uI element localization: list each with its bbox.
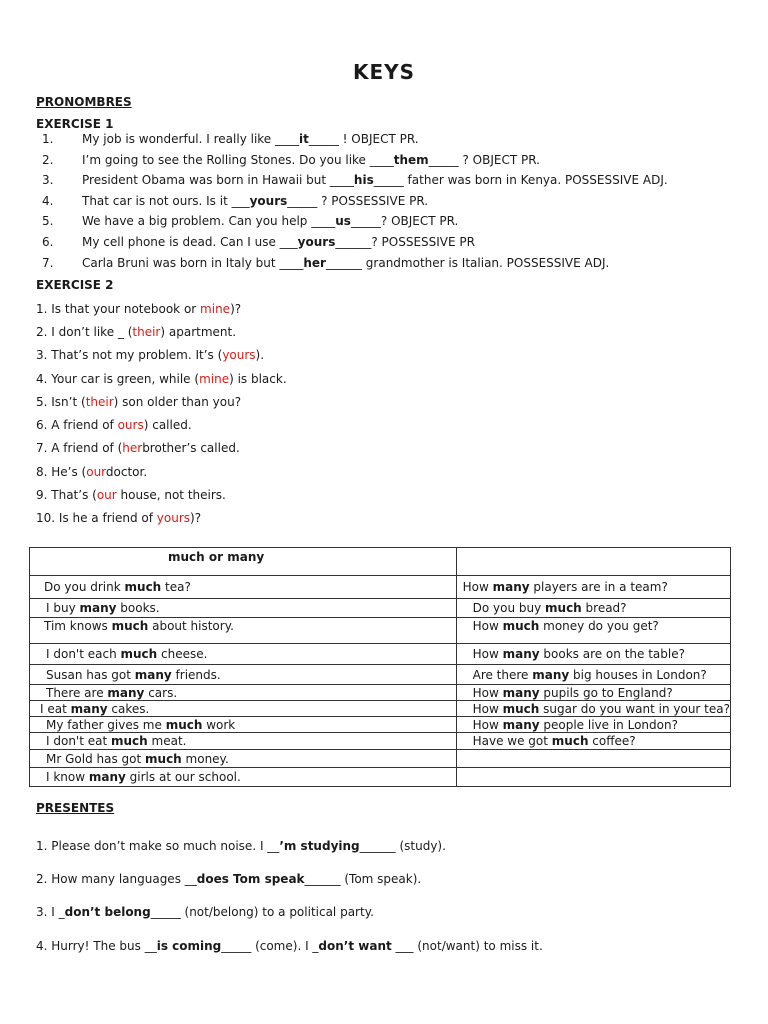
- item-text: That car is not ours. Is it ___: [82, 194, 250, 208]
- exercise1-item: [42, 235, 475, 249]
- item-answer: is coming: [156, 939, 222, 953]
- cell-text-end: bread?: [581, 601, 627, 615]
- item-text: 4. Your car is green, while (: [36, 372, 200, 386]
- item-text-end: _____ ! OBJECT PR.: [308, 132, 419, 146]
- cell-text-end: books are on the table?: [539, 647, 685, 661]
- presentes-item: [36, 839, 446, 853]
- cell-text-end: cheese.: [157, 647, 208, 661]
- table-cell-right: [456, 599, 730, 618]
- cell-answer: many: [492, 580, 530, 594]
- table-row: [30, 733, 731, 750]
- exercise2-item: [36, 348, 264, 362]
- table-row: [30, 665, 731, 685]
- cell-answer: much: [111, 734, 148, 748]
- item-number: 2.: [42, 153, 54, 167]
- table-header-left: much or many: [30, 548, 457, 576]
- exercise2-item: [36, 418, 192, 432]
- cell-text-end: pupils go to England?: [539, 685, 673, 700]
- exercise2-item: [36, 488, 226, 502]
- cell-answer: much: [551, 734, 589, 748]
- exercise2-item: [36, 325, 236, 339]
- item-text-end: )?: [230, 302, 242, 316]
- item-answer: his: [353, 173, 374, 187]
- item-text: My cell phone is dead. Can I use ___: [82, 235, 298, 249]
- table-row: [30, 644, 731, 665]
- table-header-row: [30, 548, 731, 576]
- exercise2-item: [36, 511, 201, 525]
- item-answer: ’m studying: [279, 839, 360, 853]
- item-answer: our: [86, 465, 106, 479]
- cell-text-end: money.: [181, 751, 229, 766]
- table-row: [30, 618, 731, 644]
- cell-answer: many: [70, 701, 108, 716]
- page-title: KEYS: [352, 60, 416, 84]
- cell-text-end: players are in a team?: [529, 580, 668, 594]
- table-row: [30, 750, 731, 768]
- item-text-mid: _____ (come). I _: [221, 939, 319, 953]
- item-text-end: ___ (not/want) to miss it.: [391, 939, 543, 953]
- cell-text: There are: [46, 685, 108, 700]
- exercise2-item: [36, 395, 241, 409]
- table-header-right: [456, 548, 730, 576]
- item-text: 1. Please don’t make so much noise. I __: [36, 839, 280, 853]
- item-text-end: _____? OBJECT PR.: [350, 214, 459, 228]
- item-text-end: ) is black.: [229, 372, 287, 386]
- item-answer: their: [85, 395, 114, 409]
- item-text-end: ) apartment.: [160, 325, 237, 339]
- cell-answer: much: [120, 647, 158, 661]
- cell-answer: many: [502, 717, 540, 732]
- item-text: 3. I _: [36, 905, 65, 919]
- table-cell-right: [456, 576, 730, 599]
- item-text-end: doctor.: [105, 465, 148, 479]
- item-answer: mine: [199, 372, 230, 386]
- table-cell-left: [30, 618, 457, 644]
- item-text: Carla Bruni was born in Italy but ____: [82, 256, 304, 270]
- exercise1-item: [42, 173, 668, 187]
- item-text: My job is wonderful. I really like ____: [82, 132, 299, 146]
- table-cell-right: [456, 701, 730, 717]
- table-cell-right: [456, 618, 730, 644]
- table-cell-left: [30, 750, 457, 768]
- cell-text-end: cars.: [144, 685, 178, 700]
- table-cell-left: [30, 599, 457, 618]
- table-cell-left: [30, 701, 457, 717]
- table-cell-right: [456, 665, 730, 685]
- cell-text-end: big houses in London?: [569, 667, 707, 682]
- cell-text-end: cakes.: [107, 701, 150, 716]
- table-cell-left: [30, 717, 457, 733]
- item-text: President Obama was born in Hawaii but ____: [82, 173, 354, 187]
- item-answer: yours: [222, 348, 256, 362]
- item-text-end: _____ ? OBJECT PR.: [428, 153, 540, 167]
- cell-answer: much: [145, 751, 182, 766]
- cell-answer: many: [107, 685, 145, 700]
- item-text-end: ______? POSSESSIVE PR: [335, 235, 475, 249]
- item-number: 4.: [42, 194, 54, 208]
- table-cell-left: [30, 685, 457, 701]
- exercise1-item: [42, 194, 428, 208]
- item-text-end: ) son older than you?: [113, 395, 242, 409]
- table-cell-left: [30, 576, 457, 599]
- item-answer: don’t belong: [64, 905, 151, 919]
- cell-answer: much: [165, 717, 203, 732]
- cell-text-end: sugar do you want in your tea?: [539, 701, 730, 716]
- cell-text-end: money do you get?: [539, 619, 659, 633]
- item-answer: their: [132, 325, 161, 339]
- table-cell-left: [30, 644, 457, 665]
- cell-text: Do you drink: [44, 580, 125, 594]
- much-many-table: [29, 547, 731, 787]
- cell-answer: many: [502, 647, 540, 661]
- item-text-end: ______ (study).: [359, 839, 446, 853]
- item-text-end: ).: [255, 348, 265, 362]
- cell-text-end: about history.: [148, 619, 234, 633]
- table-cell-left: [30, 733, 457, 750]
- table-cell-right: [456, 733, 730, 750]
- table-row: [30, 701, 731, 717]
- item-answer: it: [299, 132, 309, 146]
- exercise1-item: [42, 256, 609, 270]
- presentes-item: [36, 939, 543, 953]
- cell-text: Susan has got: [46, 667, 135, 682]
- item-text-end: ______ grandmother is Italian. POSSESSIVE ADJ.: [325, 256, 610, 270]
- table-cell-right: [456, 685, 730, 701]
- item-text-end: _____ (not/belong) to a political party.: [150, 905, 374, 919]
- item-number: 1.: [42, 132, 54, 146]
- table-cell-left: [30, 768, 457, 787]
- item-text: 7. A friend of (: [36, 441, 123, 455]
- exercise2-item: [36, 302, 241, 316]
- cell-text: I don't each: [46, 647, 121, 661]
- item-text: 4. Hurry! The bus __: [36, 939, 157, 953]
- item-text-end: ) called.: [143, 418, 192, 432]
- item-answer: yours: [249, 194, 288, 208]
- item-text: 6. A friend of: [36, 418, 118, 432]
- item-answer: ours: [117, 418, 144, 432]
- cell-text: Have we got: [472, 734, 552, 748]
- cell-text: Do you buy: [472, 601, 546, 615]
- table-cell-right: [456, 768, 730, 787]
- table-cell-right: [456, 644, 730, 665]
- cell-answer: many: [88, 770, 126, 784]
- cell-answer: many: [532, 667, 570, 682]
- section-heading-pronombres: PRONOMBRES: [36, 95, 132, 109]
- cell-answer: many: [502, 685, 540, 700]
- item-number: 6.: [42, 235, 54, 249]
- table-row: [30, 599, 731, 618]
- item-answer: yours: [297, 235, 336, 249]
- item-text: 9. That’s (: [36, 488, 97, 502]
- item-text-end: _____ father was born in Kenya. POSSESSIVE ADJ.: [373, 173, 668, 187]
- cell-text: How: [472, 701, 503, 716]
- item-answer: mine: [200, 302, 231, 316]
- item-number: 5.: [42, 214, 54, 228]
- cell-answer: many: [79, 601, 117, 615]
- cell-text: Are there: [472, 667, 533, 682]
- section-heading-presentes: PRESENTES: [36, 801, 115, 815]
- item-text: We have a big problem. Can you help ____: [82, 214, 336, 228]
- cell-text: I buy: [46, 601, 80, 615]
- exercise2-heading: EXERCISE 2: [36, 278, 114, 292]
- cell-text-end: books.: [116, 601, 160, 615]
- table-row: [30, 768, 731, 787]
- item-answer-2: don’t want: [318, 939, 392, 953]
- cell-answer: much: [502, 701, 540, 716]
- table-cell-right: [456, 750, 730, 768]
- item-answer: her: [122, 441, 143, 455]
- item-text: 1. Is that your notebook or: [36, 302, 201, 316]
- item-text-end: brother’s called.: [142, 441, 240, 455]
- item-answer: does Tom speak: [196, 872, 305, 886]
- exercise2-item: [36, 465, 147, 479]
- item-text: I’m going to see the Rolling Stones. Do you like ____: [82, 153, 394, 167]
- item-answer: her: [303, 256, 326, 270]
- cell-text: How: [472, 685, 503, 700]
- item-number: 3.: [42, 173, 54, 187]
- cell-text: My father gives me: [46, 717, 166, 732]
- cell-text-end: girls at our school.: [125, 770, 241, 784]
- cell-text: Tim knows: [44, 619, 112, 633]
- table-row: [30, 685, 731, 701]
- cell-text: How: [472, 647, 503, 661]
- table-cell-right: [456, 717, 730, 733]
- item-text: 2. I don’t like _ (: [36, 325, 133, 339]
- cell-text: How: [472, 619, 503, 633]
- item-answer: us: [335, 214, 351, 228]
- exercise1-item: [42, 132, 419, 146]
- presentes-item: [36, 905, 374, 919]
- item-text-end: _____ ? POSSESSIVE PR.: [287, 194, 429, 208]
- cell-answer: much: [502, 619, 540, 633]
- cell-answer: many: [134, 667, 172, 682]
- cell-text: I don't eat: [46, 734, 111, 748]
- table-row: [30, 717, 731, 733]
- item-answer: yours: [156, 511, 191, 525]
- item-text: 10. Is he a friend of: [36, 511, 157, 525]
- exercise1-heading: EXERCISE 1: [36, 117, 114, 131]
- item-text: 3. That’s not my problem. It’s (: [36, 348, 223, 362]
- cell-text: How: [462, 580, 493, 594]
- table-cell-left: [30, 665, 457, 685]
- cell-text: How: [472, 717, 503, 732]
- presentes-item: [36, 872, 421, 886]
- item-answer: them: [393, 153, 429, 167]
- item-text: 5. Isn’t (: [36, 395, 86, 409]
- cell-text: I eat: [40, 701, 71, 716]
- table-row: [30, 576, 731, 599]
- cell-text: I know: [46, 770, 89, 784]
- cell-answer: much: [545, 601, 582, 615]
- cell-text-end: work: [202, 717, 236, 732]
- item-text: 2. How many languages __: [36, 872, 197, 886]
- item-text-end: )?: [190, 511, 202, 525]
- exercise1-item: [42, 214, 458, 228]
- item-text-end: house, not theirs.: [116, 488, 226, 502]
- cell-text-end: tea?: [161, 580, 191, 594]
- cell-text-end: people live in London?: [539, 717, 678, 732]
- cell-answer: much: [124, 580, 162, 594]
- exercise2-item: [36, 372, 287, 386]
- cell-text: Mr Gold has got: [46, 751, 146, 766]
- item-text: 8. He’s (: [36, 465, 87, 479]
- cell-text-end: friends.: [171, 667, 221, 682]
- cell-text-end: coffee?: [588, 734, 636, 748]
- item-number: 7.: [42, 256, 54, 270]
- item-answer: our: [96, 488, 117, 502]
- item-text-end: ______ (Tom speak).: [304, 872, 422, 886]
- exercise2-item: [36, 441, 240, 455]
- exercise1-item: [42, 153, 540, 167]
- cell-text-end: meat.: [147, 734, 187, 748]
- cell-answer: much: [111, 619, 149, 633]
